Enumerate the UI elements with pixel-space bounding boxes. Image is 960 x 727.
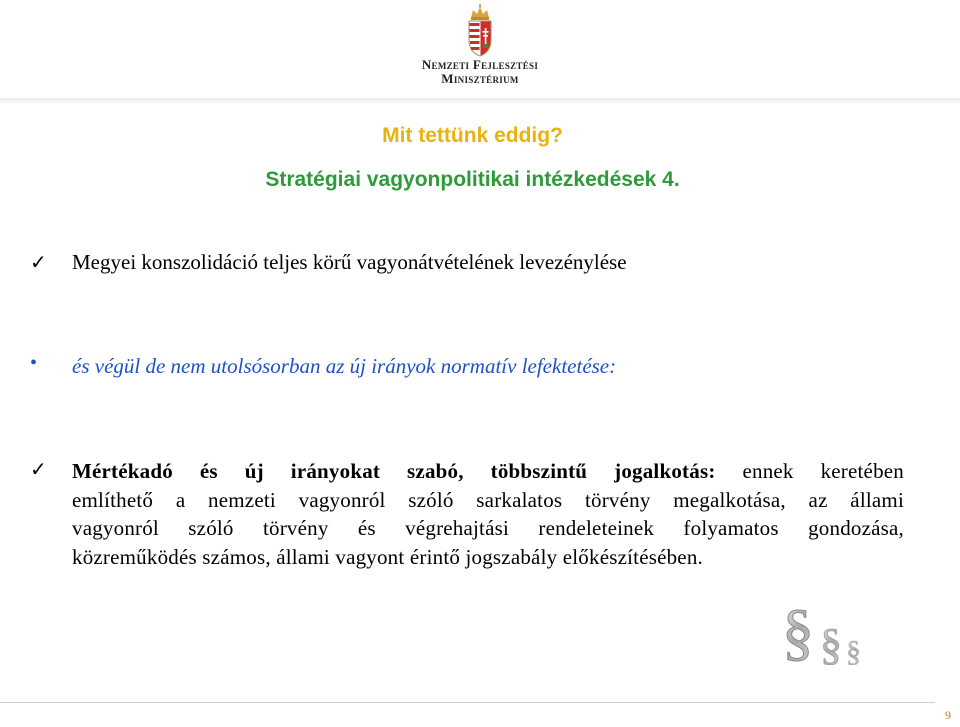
para-line-3: vagyonról szóló törvény és végrehajtási rendeleteinek folyamatos gondozása,	[72, 516, 904, 540]
para-line-1	[72, 457, 904, 486]
section-sign-icon	[780, 595, 880, 665]
bullet-dot-icon: •	[30, 352, 38, 374]
para-line-2: említhető a nemzeti vagyonról szóló sarkalatos törvény megalkotása, az állami	[72, 487, 904, 512]
header-divider	[0, 98, 960, 104]
svg-text:§: §	[820, 620, 842, 665]
check-item-legislation	[72, 457, 904, 571]
ministry-logo	[400, 4, 560, 94]
para-line-4: közreműködés számos, állami vagyont érintő jogszabály előkészítésében.	[72, 544, 703, 569]
logo-line1: Nemzeti Fejlesztési	[421, 57, 539, 72]
footer-divider	[0, 702, 935, 703]
logo-line2: Minisztérium	[441, 71, 519, 86]
para-line1-rest: ennek keretében	[715, 459, 904, 483]
checkmark-icon: ✓	[30, 459, 47, 481]
checkmark-icon: ✓	[30, 252, 47, 274]
coat-of-arms-icon	[463, 4, 497, 58]
svg-text:§: §	[782, 596, 814, 665]
svg-text:§: §	[846, 635, 861, 665]
para-bold-lead: Mértékadó és új irányokat szabó, többszintű jogalkotás:	[72, 459, 716, 483]
bullet-item-normative: és végül de nem utolsósorban az új irányok normatív lefektetése:	[72, 354, 617, 378]
slide-subtitle: Stratégiai vagyonpolitikai intézkedések 4.	[265, 168, 680, 191]
page-number: 9	[945, 708, 951, 722]
check-item-consolidation: Megyei konszolidáció teljes körű vagyonátvételének levezénylése	[72, 250, 627, 274]
slide-title: Mit tettünk eddig?	[382, 124, 563, 147]
